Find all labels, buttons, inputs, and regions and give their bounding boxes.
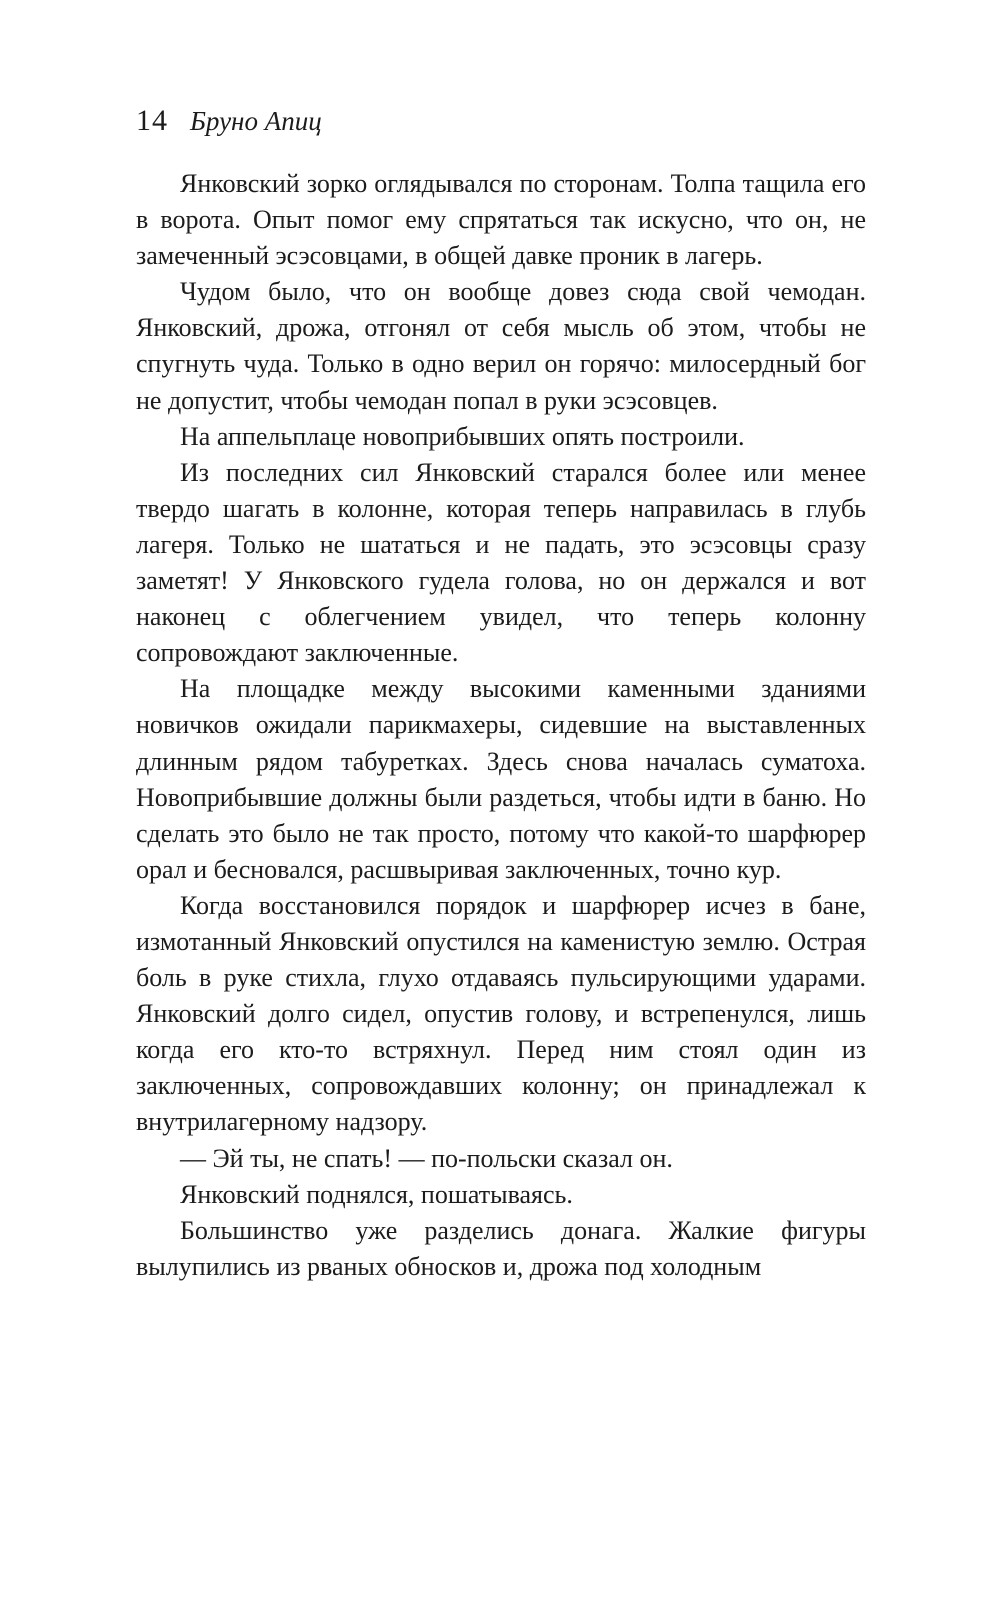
- paragraph: Чудом было, что он вообще довез сюда свой чемодан. Янковский, дрожа, отгонял от себя мысль об этом, чтобы не спугнуть чуда. Только в одно верил он горячо: милосердный бог не допустит, чтобы чемодан попал в руки эсэсовцев.: [136, 277, 866, 415]
- paragraph: Когда восстановился порядок и шарфюрер исчез в бане, измотанный Янковский опустился на каменистую землю. Острая боль в руке стихла, глухо отдаваясь пульсирующими ударами. Янковский долго сидел, опустив голову, и встрепенулся, лишь когда его кто-то встряхнул. Перед ним стоял один из заключенных, сопровождавших колонну; он принадлежал к внутрилагерному надзору.: [136, 890, 866, 1137]
- running-head-author: Бруно Апиц: [190, 106, 322, 136]
- running-head: [136, 104, 322, 144]
- paragraph: На аппельплаце новоприбывших опять построили.: [180, 421, 745, 451]
- paragraph: Янковский поднялся, пошатываясь.: [180, 1179, 573, 1209]
- body-text: [136, 166, 866, 1285]
- paragraph: Большинство уже разделись донага. Жалкие фигуры вылупились из рваных обносков и, дрожа под холодным: [136, 1215, 866, 1281]
- paragraph: На площадке между высокими каменными зданиями новичков ожидали парикмахеры, сидевшие на выставленных длинным рядом табуретках. Здесь снова началась суматоха. Новоприбывшие должны были раздеться, чтобы идти в баню. Но сделать это было не так просто, потому что какой-то шарфюрер орал и бесновался, расшвыривая заключенных, точно кур.: [136, 674, 866, 884]
- paragraph: Янковский зорко оглядывался по сторонам. Толпа тащила его в ворота. Опыт помог ему спрятаться так искусно, что он, не замеченный эсэсовцами, в общей давке проник в лагерь.: [136, 169, 866, 271]
- paragraph: Из последних сил Янковский старался более или менее твердо шагать в колонне, которая теперь направилась в глубь лагеря. Только не шататься и не падать, это эсэсовцы сразу заметят! У Янковского гудела голова, но он держался и вот наконец с облегчением увидел, что теперь колонну сопровождают заключенные.: [136, 457, 866, 668]
- page-number: 14: [136, 104, 168, 137]
- dialogue-line: — Эй ты, не спать! — по-польски сказал он.: [180, 1143, 673, 1173]
